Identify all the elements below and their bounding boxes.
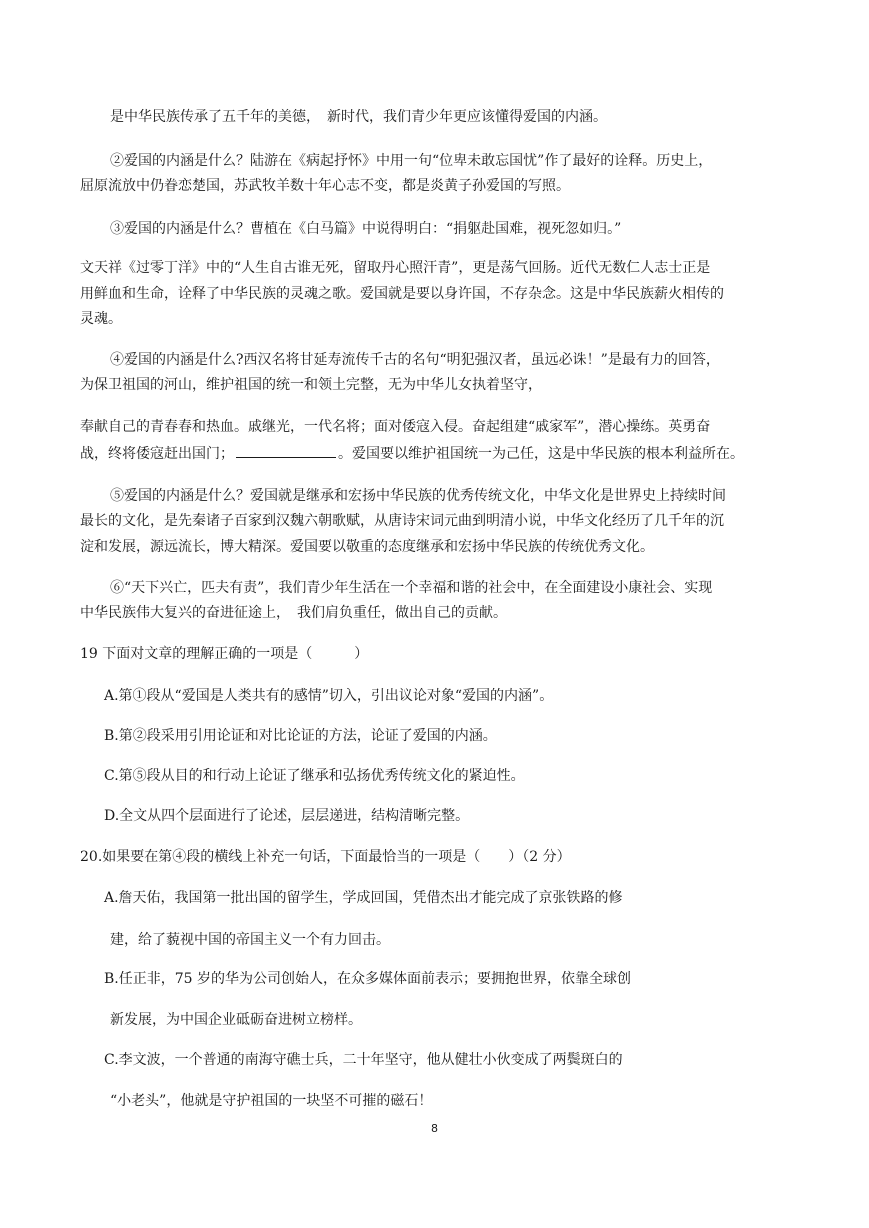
passage-p5-line3: 淀和发展，源远流长，博大精深。爱国要以敬重的态度继承和宏扬中华民族的传统优秀文化。 bbox=[80, 539, 654, 555]
passage-p4-line4-end: 。爱国要以维护祖国统一为己任，这是中华民族的根本利益所在。 bbox=[338, 446, 744, 462]
passage-p2-line2: 屈原流放中仍眷恋楚国，苏武牧羊数十年心志不变，都是炎黄子孙爱国的写照。 bbox=[80, 178, 570, 194]
question-19-option-a: A.第①段从“爱国是人类共有的感情”切入，引出议论对象“爱国的内涵”。 bbox=[104, 688, 554, 704]
passage-p3-line1: ③爱国的内涵是什么？曹植在《白马篇》中说得明白：“捐躯赴国难，视死忽如归。” bbox=[110, 221, 622, 237]
passage-p6-line1: ⑥“天下兴亡，匹夫有责”，我们青少年生活在一个幸福和谐的社会中，在全面建设小康社会、实现 bbox=[110, 580, 713, 596]
question-19-stem: 19 下面对文章的理解正确的一项是（ ） bbox=[80, 646, 369, 662]
page-number: 8 bbox=[431, 1122, 438, 1135]
question-19-option-d: D.全文从四个层面进行了论述，层层递进，结构清晰完整。 bbox=[104, 808, 470, 824]
question-20-option-a-line1: A.詹天佑，我国第一批出国的留学生，学成回国，凭借杰出才能完成了京张铁路的修 bbox=[104, 890, 623, 906]
passage-p4-line2: 为保卫祖国的河山，维护祖国的统一和领土完整，无为中华儿女执着坚守， bbox=[80, 377, 542, 393]
fill-in-blank bbox=[236, 443, 336, 458]
passage-p5-line2: 最长的文化，是先秦诸子百家到汉魏六朝歌赋，从唐诗宋词元曲到明清小说，中华文化经历了几千年的沉 bbox=[80, 513, 724, 529]
question-19-option-b: B.第②段采用引用论证和对比论证的方法，论证了爱国的内涵。 bbox=[104, 728, 497, 744]
passage-p5-line1: ⑤爱国的内涵是什么？爱国就是继承和宏扬中华民族的优秀传统文化，中华文化是世界史上持续时间 bbox=[110, 488, 726, 504]
passage-p1-line1: 是中华民族传承了五千年的美德， 新时代，我们青少年更应该懂得爱国的内涵。 bbox=[110, 109, 607, 125]
passage-p6-line2: 中华民族伟大复兴的奋进征途上， 我们肩负重任，做出自己的贡献。 bbox=[80, 605, 507, 621]
passage-p4-line4-start: 战，终将倭寇赶出国门； bbox=[80, 446, 234, 462]
passage-p4-line1: ④爱国的内涵是什么?西汉名将甘延寿流传千古的名句“明犯强汉者，虽远必诛！”是最有力的回答， bbox=[110, 352, 720, 368]
question-20-option-c-line2: “小老头”，他就是守护祖国的一块坚不可摧的磁石！ bbox=[110, 1093, 433, 1109]
passage-p3-line4: 灵魂。 bbox=[80, 311, 122, 327]
question-20-option-c-line1: C.李文波，一个普通的南海守礁士兵，二十年坚守，他从健壮小伙变成了两鬓斑白的 bbox=[104, 1052, 623, 1068]
question-20-option-a-line2: 建，给了藐视中国的帝国主义一个有力回击。 bbox=[110, 932, 390, 948]
passage-p4-line3: 奉献自己的青春春和热血。戚继光，一代名将；面对倭寇入侵。奋起组建“戚家军”，潜心操练。英勇奋 bbox=[80, 419, 711, 435]
question-20-option-b-line1: B.任正非，75 岁的华为公司创始人，在众多媒体面前表示；要拥抱世界，依靠全球创 bbox=[104, 971, 632, 987]
question-20-option-b-line2: 新发展，为中国企业砥砺奋进树立榜样。 bbox=[110, 1012, 362, 1028]
question-20-stem: 20.如果要在第④段的横线上补充一句话，下面最恰当的一项是（ ）（2 分） bbox=[80, 849, 571, 865]
passage-p3-line2: 文天祥《过零丁洋》中的“人生自古谁无死，留取丹心照汗青”，更是荡气回肠。近代无数仁人志士正是 bbox=[80, 260, 711, 276]
passage-p4-line4 bbox=[80, 443, 744, 464]
question-19-option-c: C.第⑤段从目的和行动上论证了继承和弘扬优秀传统文化的紧迫性。 bbox=[104, 768, 525, 784]
passage-p3-line3: 用鲜血和生命，诠释了中华民族的灵魂之歌。爱国就是要以身许国，不存杂念。这是中华民族薪火相传的 bbox=[80, 286, 724, 302]
passage-p2-line1: ②爱国的内涵是什么？陆游在《病起抒怀》中用一句“位卑未敢忘国忧”作了最好的诠释。历史上， bbox=[110, 153, 713, 169]
